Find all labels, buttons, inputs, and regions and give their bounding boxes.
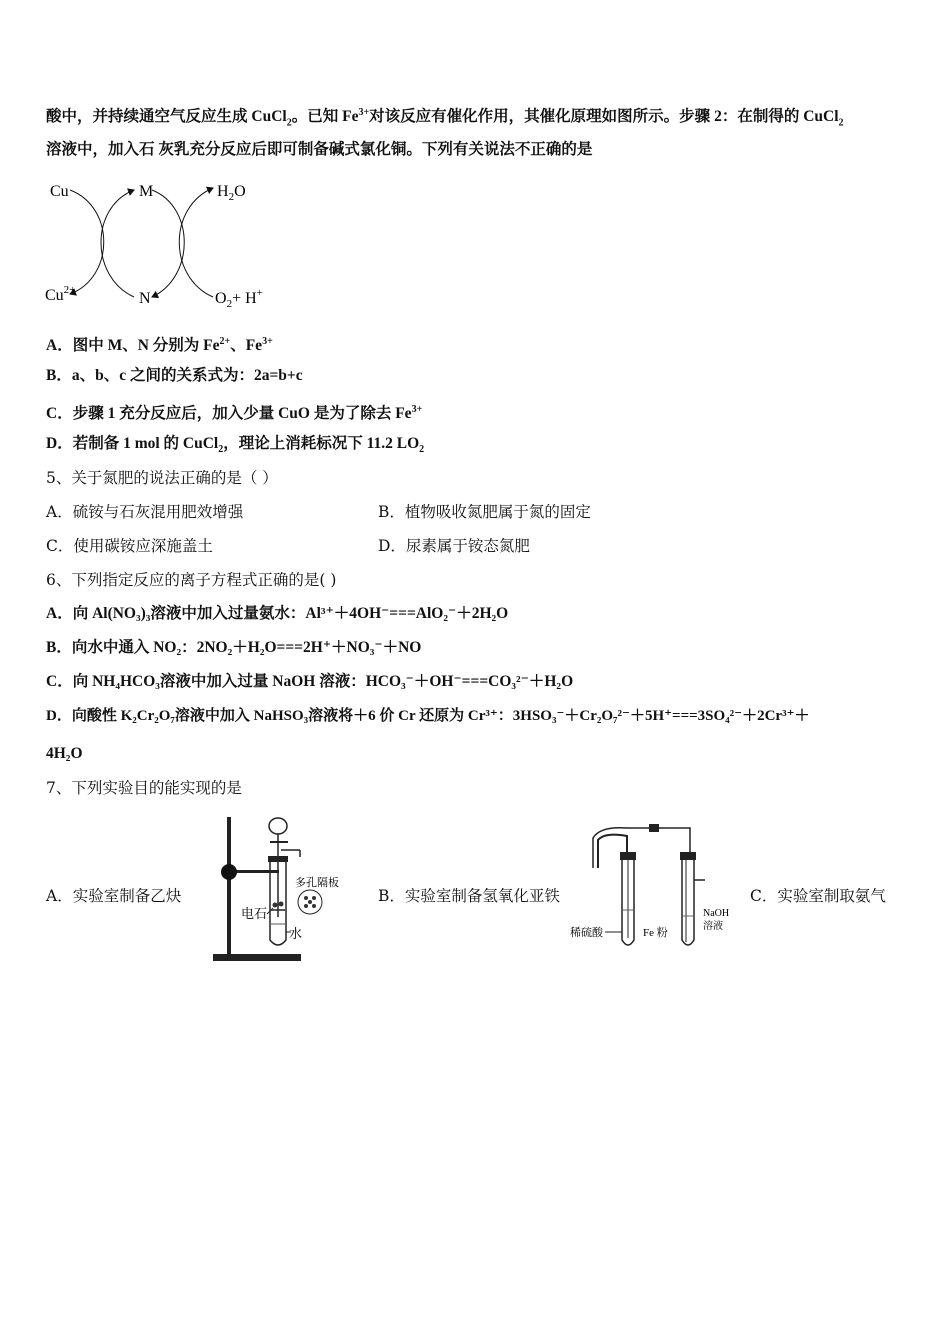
formula-sup: 3+ [358,107,370,118]
formula-sup: 3+ [411,404,423,415]
q5-option-a[interactable]: A．硫铵与石灰混用肥效增强 [46,503,244,521]
intro-text: 。已知 [291,108,343,126]
option-label: B． [46,367,72,384]
cu2-label: $Cu^{2+}$ [45,284,76,304]
o2-h-label: $O_2+ H^+$ [215,287,263,310]
formula-sub: 2 [419,444,425,456]
option-label: C． [46,405,73,423]
formula: CuCl [251,108,287,126]
intro-line-2: 溶液中，加入石 灰乳充分反应后即可制备碱式氯化铜。下列有关说法不正确的是 [46,141,593,158]
m-label: M [139,183,154,200]
naoh-label-1: NaOH [703,908,730,919]
cu-label: Cu [50,183,69,200]
option-text: ，理论上消耗标况下 11.2 LO [223,435,420,452]
formula-sup: 3+ [262,336,273,347]
q7-option-c[interactable]: C．实验室制取氨气 [750,887,886,905]
acetylene-apparatus [205,812,350,970]
n-to-m-arrow [101,190,134,297]
formula-sup: 2+ [219,336,231,347]
q7-option-a[interactable]: A．实验室制备乙炔 [46,887,182,905]
q5-stem: 5、关于氮肥的说法正确的是（ ） [46,469,278,487]
q6-stem: 6、下列指定反应的离子方程式正确的是( ) [46,571,337,589]
q4-option-d[interactable] [46,433,424,461]
n-label: N [139,290,151,307]
option-text: 步骤 1 充分反应后，加入少量 CuO 是为了除去 Fe [72,405,412,423]
intro-text: 酸中，并持续通空气反应生成 [46,108,252,126]
porous-plate-label: 多孔隔板 [295,877,339,889]
option-label: A． [46,337,73,355]
intro-line-1 [46,102,844,134]
option-label: D． [46,435,73,452]
ferrous-hydroxide-apparatus [565,818,745,958]
water-label: 水 [289,926,303,941]
q4-option-b[interactable] [46,365,303,387]
q5-option-c[interactable]: C．使用碳铵应深施盖土 [46,537,213,555]
q6-option-a[interactable]: A．向 Al(NO₃)₃溶液中加入过量氨水：Al³⁺＋4OH⁻===AlO₂⁻＋2H₂O [46,605,509,622]
fe-powder-label: Fe 粉 [643,927,668,939]
intro-text: 2 [714,108,722,126]
dilute-acid-label: 稀硫酸 [570,927,603,939]
option-text: 、Fe [230,337,263,355]
option-text: 图中 M、N 分别为 Fe [72,337,220,355]
formula-sub: 2 [218,444,224,456]
q4-option-c[interactable] [46,399,422,425]
q6-option-d[interactable]: D．向酸性 K₂Cr₂O₇溶液中加入 NaHSO₃溶液将＋6 价 Cr 还原为 Cr³⁺：3HSO₃⁻＋Cr₂O₇²⁻＋5H⁺===3SO₄²⁻＋2Cr³⁺＋ [46,708,810,724]
intro-text: ：在制得的 [721,108,804,126]
option-text: 若制备 1 mol 的 CuCl [72,435,219,452]
formula-sub: 2 [838,117,844,129]
q6-option-d-cont: 4H₂O [46,745,83,762]
q4-option-a[interactable] [46,331,273,357]
carbide-label: 电石 [241,906,268,921]
formula-sub: 2 [286,117,292,129]
q6-option-b[interactable]: B．向水中通入 NO₂：2NO₂＋H₂O===2H⁺＋NO₃⁻＋NO [46,639,422,656]
option-text: a、b、c 之间的关系式为：2a=b+c [71,367,303,384]
q5-option-b[interactable]: B．植物吸收氮肥属于氮的固定 [378,503,591,521]
naoh-label-2: 溶液 [703,921,723,932]
q6-option-c[interactable]: C．向 NH₄HCO₃溶液中加入过量 NaOH 溶液：HCO₃⁻＋OH⁻===CO₃²⁻＋H₂O [46,673,574,690]
q5-option-d[interactable]: D．尿素属于铵态氮肥 [378,537,530,555]
q7-option-b[interactable]: B．实验室制备氢氧化亚铁 [378,887,560,905]
catalysis-cycle-diagram [40,172,280,317]
cu-to-cu2-arrow [70,190,104,294]
intro-text: 对该反应有催化作用，其催化原理如图所示。步骤 [369,108,715,126]
h2o-label: $H_2O$ [217,183,246,203]
formula: Fe [342,108,359,126]
q7-stem: 7、下列实验目的能实现的是 [46,779,242,797]
formula: CuCl [803,108,839,126]
